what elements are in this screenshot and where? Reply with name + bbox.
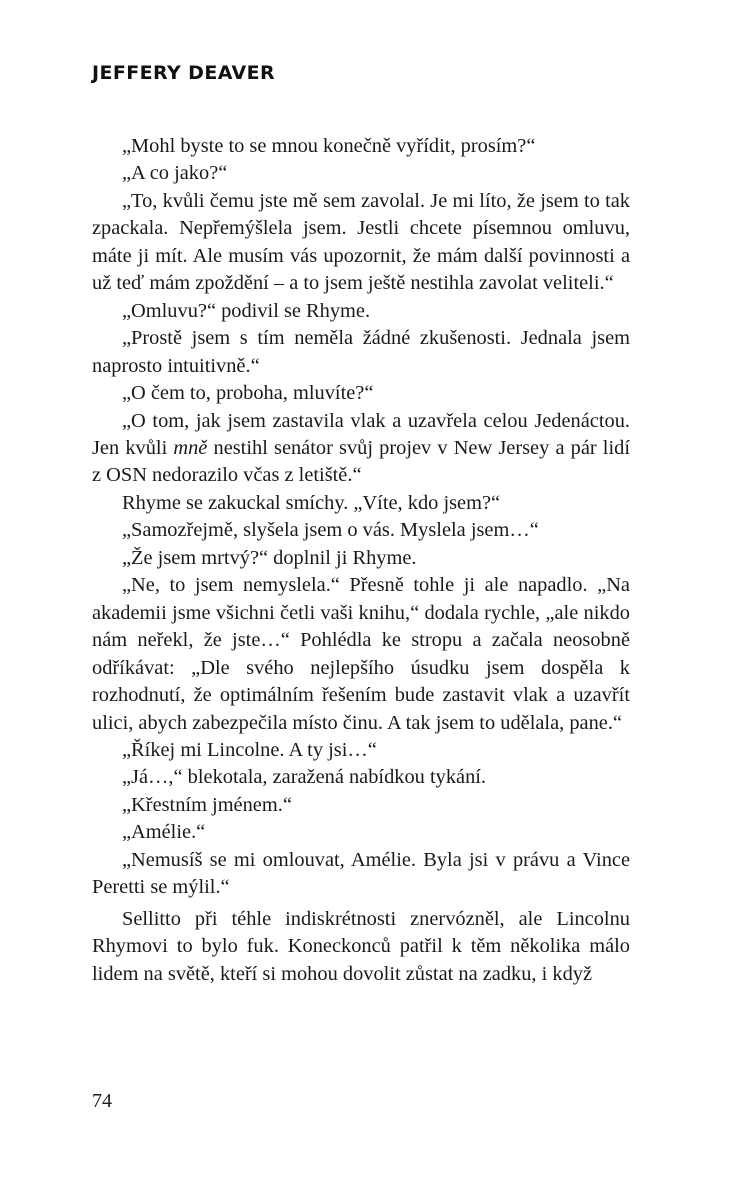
paragraph: „Nemusíš se mi omlouvat, Amélie. Byla jsi v právu a Vince Peretti se mýlil.“	[92, 848, 630, 899]
paragraph: Rhyme se zakuckal smíchy. „Víte, kdo jsem?“	[122, 491, 501, 514]
paragraph: „Říkej mi Lincolne. A ty jsi…“	[122, 738, 377, 761]
paragraph: Sellitto při téhle indiskrétnosti znervózněl, ale Lincolnu Rhymovi to bylo fuk. Koneckonců patřil k těm několika málo lidem na světě, kteří si mohou dovolit zůstat na zadku, i když	[92, 907, 630, 985]
emphasis: mně	[173, 436, 208, 459]
text-run: nestihl senátor svůj projev v New Jersey a pár lidí z OSN nedorazilo včas z letiště.“	[92, 436, 630, 487]
running-head: JEFFERY DEAVER	[92, 62, 276, 84]
paragraph: „Já…,“ blekotala, zaražená nabídkou tykání.	[122, 766, 487, 789]
paragraph: „To, kvůli čemu jste mě sem zavolal. Je mi líto, že jsem to tak zpackala. Nepřemýšlela jsem. Jestli chcete písemnou omluvu, máte ji mít. Ale musím vás upozornit, že mám další povinnosti a už teď mám zpoždění – a to jsem ještě nestihla zavolat veliteli.“	[92, 189, 630, 295]
body-text	[92, 133, 630, 988]
paragraph: „A co jako?“	[122, 162, 228, 185]
paragraph: „Mohl byste to se mnou konečně vyřídit, prosím?“	[122, 135, 536, 157]
paragraph: „Křestním jménem.“	[122, 793, 292, 816]
paragraph: „Samozřejmě, slyšela jsem o vás. Myslela jsem…“	[122, 519, 539, 542]
page-number: 74	[92, 1090, 112, 1112]
paragraph: „Amélie.“	[122, 821, 206, 844]
text-run: „O tom, jak jsem zastavila vlak a uzavřela celou Jedenáctou. Jen kvůli	[92, 409, 630, 459]
paragraph: „Omluvu?“ podivil se Rhyme.	[122, 299, 371, 322]
paragraph: „Ne, to jsem nemyslela.“ Přesně tohle ji ale napadlo. „Na akademii jsme všichni četli vaši knihu,“ dodala rychle, „ale nikdo nám neřekl, že jste…“ Pohlédla ke stropu a začala neosobně odříkávat: „Dle svého nejlepšího úsudku jsem dospěla k rozhodnutí, že optimálním řešením bude zastavit vlak a uzavřít ulici, abych zabezpečila místo činu. A tak jsem to udělala, pane.“	[92, 574, 630, 734]
paragraph: „O čem to, proboha, mluvíte?“	[122, 382, 374, 405]
paragraph: „Prostě jsem s tím neměla žádné zkušenosti. Jednala jsem naprosto intuitivně.“	[92, 327, 630, 377]
paragraph	[92, 408, 630, 490]
paragraph: „Že jsem mrtvý?“ doplnil ji Rhyme.	[122, 546, 417, 569]
